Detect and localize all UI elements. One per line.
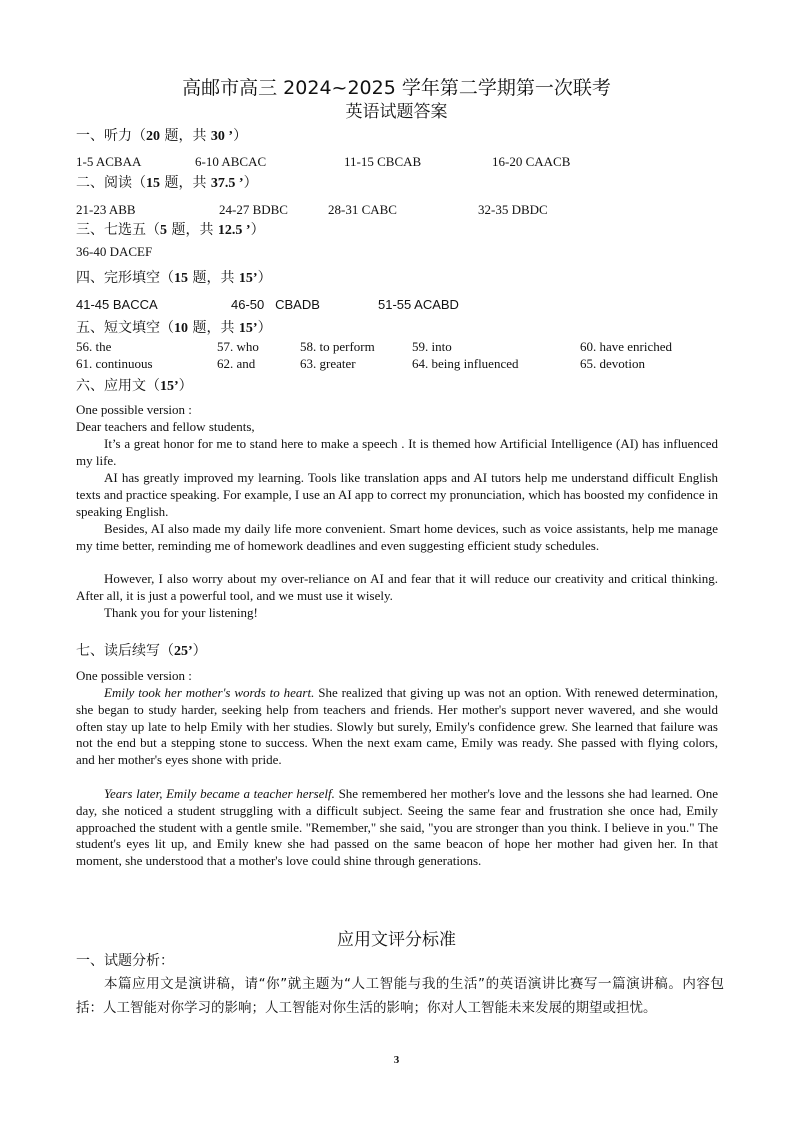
grammar-answer-58: 58. to perform [300, 339, 375, 354]
grammar-answer-61: 61. continuous [76, 356, 153, 371]
continuation-paragraph-2 [76, 786, 718, 870]
reading-answer-2: 24-27 BDBC [219, 202, 288, 217]
continuation-paragraph-1-lead: Emily took her mother's words to heart. [104, 685, 315, 700]
reading-answer-3: 28-31 CABC [328, 202, 397, 217]
grammar-answer-56: 56. the [76, 339, 112, 354]
listening-heading: 一、听力（20 题，共 30 ’） [76, 128, 248, 144]
continuation-paragraph-1-body: She realized that giving up was not an option. With renewed determination, she began to study harder, seeking help from teachers and friends. Her mother's support never wavered, and she would often stay up late to help Emily with her studies. Slowly but surely, Emily's confidence grew. She learned that failure was not the end but a stepping stone to success. When the next exam came, Emily was ready. She passed with flying colors, and her mother's eyes shone with pride. [76, 685, 718, 768]
grammar-answer-64: 64. being influenced [412, 356, 519, 371]
exam-title: 高邮市高三 2024~2025 学年第二学期第一次联考 [182, 77, 611, 99]
continuation-paragraph-2-body: She remembered her mother's love and the lessons she had learned. One day, she noticed a student struggling with a difficult subject. Seeing the same fear and frustration she once had, Emily approached the student with a gentle smile. "Remember," she said, "you are stronger than you think. I believe in you." The student's eyes lit up, and Emily knew she had passed on the same beacon of hope her mother had given her. In that moment, she understood that a mother's love could shine through generations. [76, 786, 719, 869]
listening-answer-2: 6-10 ABCAC [195, 154, 267, 169]
cloze-answer-2: 46-50 CBADB [231, 297, 320, 312]
grammar-answer-57: 57. who [217, 339, 259, 354]
cloze-answer-1: 41-45 BACCA [76, 297, 158, 312]
grammar-answer-63: 63. greater [300, 356, 356, 371]
rubric-analysis-text: 本篇应用文是演讲稿，请“你”就主题为“人工智能与我的生活”的英语演讲比赛写一篇演讲稿。内容包括：人工智能对你学习的影响；人工智能对你生活的影响；你对人工智能未来发展的期望或担忧。 [76, 976, 724, 1016]
listening-answer-1: 1-5 ACBAA [76, 154, 142, 169]
cloze-answer-3: 51-55 ACABD [378, 297, 459, 312]
continuation-heading: 七、读后续写（25’） [76, 643, 207, 659]
writing-salutation: Dear teachers and fellow students, [76, 419, 255, 434]
seven-five-heading: 三、七选五（5 题，共 12.5 ’） [76, 222, 265, 238]
continuation-version-label: One possible version : [76, 668, 192, 683]
continuation-paragraph-1 [76, 685, 718, 769]
writing-heading: 六、应用文（15’） [76, 378, 193, 394]
writing-version-label: One possible version : [76, 402, 192, 417]
reading-heading: 二、阅读（15 题，共 37.5 ’） [76, 175, 258, 191]
writing-paragraph-2: AI has greatly improved my learning. Tools like translation apps and AI tutors help me understand difficult English texts and practice speaking. For example, I use an AI app to correct my pronunciation, which has boosted my confidence in speaking English. [76, 470, 718, 519]
page-number: 3 [393, 1054, 400, 1066]
answer-key-title: 英语试题答案 [345, 102, 448, 122]
rubric-sub-heading: 一、试题分析： [76, 953, 174, 969]
grammar-fill-heading: 五、短文填空（10 题，共 15’） [76, 320, 272, 336]
cloze-heading: 四、完形填空（15 题，共 15’） [76, 270, 272, 286]
reading-answer-1: 21-23 ABB [76, 202, 136, 217]
writing-paragraph-5: Thank you for your listening! [104, 605, 258, 620]
rubric-title: 应用文评分标准 [337, 930, 456, 950]
listening-answer-4: 16-20 CAACB [492, 154, 571, 169]
continuation-paragraph-2-lead: Years later, Emily became a teacher herself. [104, 786, 335, 801]
writing-paragraph-3: Besides, AI also made my daily life more convenient. Smart home devices, such as voice assistants, help me manage my time better, reminding me of homework deadlines and even suggesting efficient study schedules. [76, 521, 718, 553]
writing-paragraph-1: It’s a great honor for me to stand here to make a speech . It is themed how Artificial Intelligence (AI) has influenced my life. [76, 436, 718, 468]
grammar-answer-60: 60. have enriched [580, 339, 673, 354]
seven-five-answer: 36-40 DACEF [76, 244, 153, 259]
grammar-answer-62: 62. and [217, 356, 256, 371]
writing-paragraph-4: However, I also worry about my over-reliance on AI and fear that it will reduce our creativity and critical thinking. After all, it is just a powerful tool, and we must use it wisely. [76, 571, 718, 603]
grammar-answer-59: 59. into [412, 339, 452, 354]
listening-answer-3: 11-15 CBCAB [344, 154, 422, 169]
grammar-answer-65: 65. devotion [580, 356, 645, 371]
reading-answer-4: 32-35 DBDC [478, 202, 548, 217]
